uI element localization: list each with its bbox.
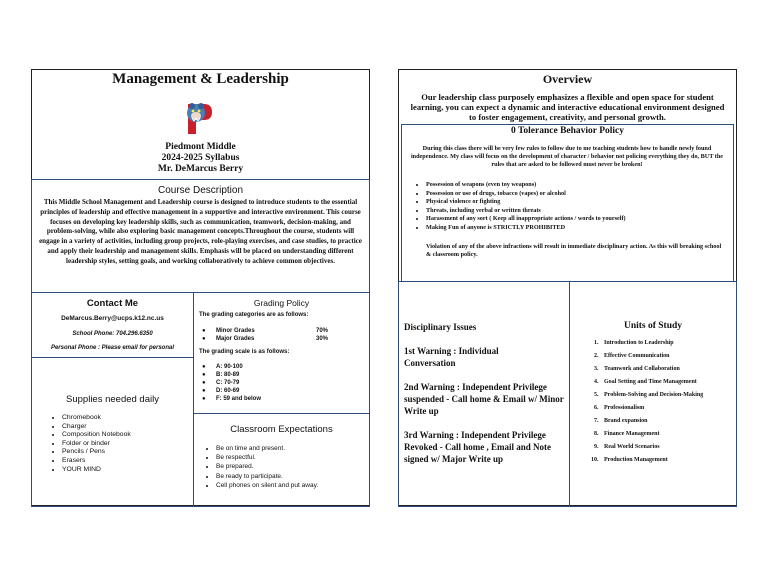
- expectation-item: • Be ready to participate.: [216, 472, 366, 481]
- school-name: Piedmont Middle: [165, 142, 236, 152]
- prohibited-list: [402, 181, 727, 233]
- supply-item: • Folder or binder: [62, 440, 187, 449]
- overview-heading: Overview: [542, 72, 593, 86]
- grading-category-pct: 30%: [316, 336, 329, 342]
- grading-categories: [199, 327, 364, 343]
- zero-tolerance-heading: 0 Tolerance Behavior Policy: [510, 126, 625, 136]
- grading-scale-item: ● A: 90-100: [202, 364, 243, 370]
- grading-policy-heading: Grading Policy: [253, 298, 310, 308]
- supply-item: • Charger: [62, 423, 187, 432]
- unit-item: 7. Brand expansion: [600, 417, 734, 425]
- supply-item: • YOUR MIND: [62, 466, 187, 475]
- grading-category-row: ● Minor Grades 70%: [202, 328, 329, 334]
- disciplinary-heading: Disciplinary Issues: [404, 322, 477, 332]
- supply-item: • Chromebook: [62, 414, 187, 423]
- overview-body: Our leadership class purposely emphasizes a flexible and open space for student learning, you can expect a dynamic and interactive educational environment designed to foster engagement, creativity, and personal growth.: [410, 92, 725, 123]
- zero-tolerance-section: [401, 124, 734, 282]
- grading-category-name: Minor Grades: [216, 328, 255, 334]
- grading-scale-item: ● C: 70-79: [202, 380, 240, 386]
- warning-2: 2nd Warning : Independent Privilege suspended - Call home & Email w/ Minor Write up: [404, 382, 564, 416]
- panther-mascot-logo-icon: [182, 98, 220, 138]
- prohibited-item: • Harassment of any sort ( Keep all inappropriate actions / words to yourself): [426, 215, 727, 224]
- expectations-heading: Classroom Expectations: [230, 424, 333, 435]
- contact-heading: Contact Me: [86, 298, 139, 309]
- expectation-item: • Be respectful.: [216, 453, 366, 462]
- prohibited-item: • Threats, including verbal or written threats: [426, 207, 727, 216]
- school-phone: School Phone: 704.296.6350: [72, 331, 153, 337]
- page-title: Management & Leadership: [112, 71, 289, 87]
- prohibited-item: • Making Fun of anyone is STRICTLY PROHIBITED: [426, 224, 727, 233]
- expectation-item: • Be on time and present.: [216, 444, 366, 453]
- grading-scale-item: ● F: 59 and below: [202, 396, 262, 402]
- course-description-heading: Course Description: [157, 185, 244, 196]
- prohibited-item: • Physical violence or fighting: [426, 198, 727, 207]
- expectations-list: [194, 444, 366, 490]
- course-description-body: This Middle School Management and Leadership course is designed to introduce students to the essential principles of leadership and effective management in a supportive and interactive environment. This course focuses on developing key leadership skills, such as communication, teamwork, decision-making, and problem-solving, while also exploring basic management concepts.Throughout the course, students will engage in a variety of activities, including group projects, role-playing exercises, and case studies, to practice and apply their leadership and management skills. Emphasis will be placed on understanding different leadership styles, setting goals, and working collaboratively to achieve common objectives.: [39, 198, 362, 265]
- grading-scale: [199, 363, 364, 403]
- warning-3: 3rd Warning : Independent Privilege Revoked - Call home , Email and Note signed w/ Major Write up: [404, 430, 551, 464]
- zero-tolerance-closing: Violation of any of the above infractions will result in immediate disciplinary action. As this will breaking school & classroom policy.: [426, 243, 722, 259]
- units-list: [570, 339, 734, 469]
- grading-category-pct: 70%: [316, 328, 329, 334]
- classroom-expectations-section: [193, 413, 370, 507]
- units-heading: Units of Study: [623, 321, 683, 331]
- expectation-item: • Cell phones on silent and put away.: [216, 481, 366, 490]
- unit-item: 10. Production Management: [600, 456, 734, 464]
- units-section: [569, 281, 737, 507]
- prohibited-item: • Possession of weapons (even toy weapons): [426, 181, 727, 190]
- unit-item: 8. Finance Management: [600, 430, 734, 438]
- warning-1: 1st Warning : Individual Conversation: [404, 346, 499, 368]
- contact-email[interactable]: DeMarcus.Berry@ucps.k12.nc.us: [61, 315, 164, 322]
- right-page: [398, 69, 737, 506]
- grading-category-name: Major Grades: [216, 336, 255, 342]
- unit-item: 2. Effective Communication: [600, 352, 734, 360]
- supply-item: • Composition Notebook: [62, 431, 187, 440]
- unit-item: 9. Real World Scenarios: [600, 443, 734, 451]
- supply-item: • Erasers: [62, 457, 187, 466]
- syllabus-year: 2024-2025 Syllabus: [161, 153, 240, 163]
- grading-policy-section: [193, 292, 370, 414]
- grading-scale-item: ● D: 60-69: [202, 388, 240, 394]
- left-page: [31, 69, 370, 506]
- unit-item: 1. Introduction to Leadership: [600, 339, 734, 347]
- contact-section: [31, 292, 194, 358]
- supplies-section: [31, 357, 194, 507]
- supplies-heading: Supplies needed daily: [66, 394, 159, 405]
- prohibited-item: • Possession or use of drugs, tobacco (vapes) or alcohol: [426, 190, 727, 199]
- disciplinary-section: [398, 281, 570, 507]
- grading-scale-item: ● B: 80-89: [202, 372, 240, 378]
- course-description-section: [31, 179, 370, 293]
- zero-tolerance-intro: During this class there will be very few rules to follow due to me teaching students how to handle newly found independence. My class will focus on the development of character / behavior not policing everything they do, BUT the rules that are asked to be followed must never be broken!: [410, 145, 724, 169]
- grading-categories-intro: The grading categories are as follows:: [199, 312, 309, 318]
- unit-item: 6. Professionalism: [600, 404, 734, 412]
- unit-item: 3. Teamwork and Collaboration: [600, 365, 734, 373]
- personal-phone: Personal Phone : Please email for personal: [50, 345, 175, 351]
- grading-category-row: ● Major Grades 30%: [202, 336, 329, 342]
- supply-item: • Pencils / Pens: [62, 448, 187, 457]
- expectation-item: • Be prepared.: [216, 462, 366, 471]
- supplies-list: [32, 414, 187, 474]
- grading-scale-intro: The grading scale is as follows:: [199, 349, 290, 355]
- unit-item: 4. Goal Setting and Time Management: [600, 378, 734, 386]
- unit-item: 5. Problem-Solving and Decision-Making: [600, 391, 734, 399]
- teacher-name: Mr. DeMarcus Berry: [157, 164, 244, 174]
